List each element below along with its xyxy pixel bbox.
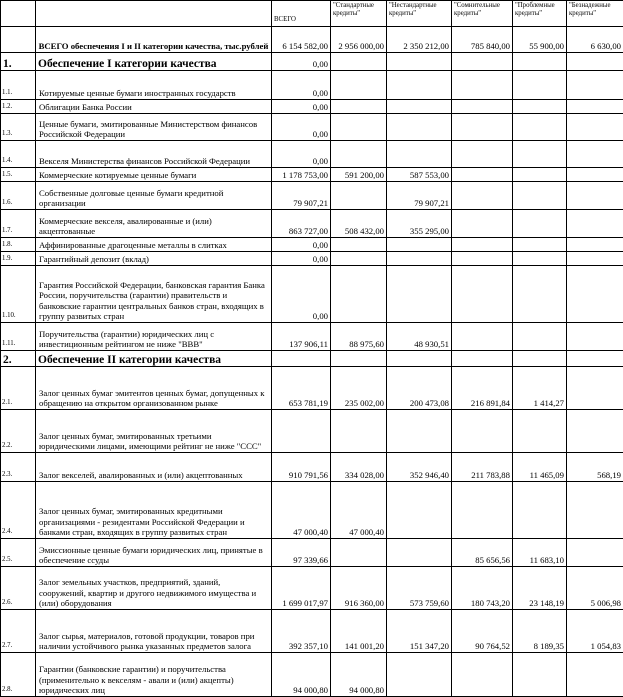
row-code: 1.11.	[1, 323, 36, 351]
row-code: 2.2.	[1, 410, 36, 453]
row-standard-value: 916 360,00	[331, 567, 387, 610]
row-code: 1.4.	[1, 141, 36, 168]
row-total-value: 47 000,40	[272, 482, 331, 539]
row-hopeless-value	[567, 539, 623, 567]
row-problem-value	[513, 482, 567, 539]
row-problem-value	[513, 53, 567, 71]
header-doubtful: "Сомнительные кредиты"	[452, 1, 513, 27]
row-problem-value: 8 189,35	[513, 610, 567, 653]
row-doubtful-value	[452, 482, 513, 539]
row-standard-value: 508 432,00	[331, 210, 387, 238]
row-total-value: 392 357,10	[272, 610, 331, 653]
table-row	[1, 252, 623, 266]
table-row	[1, 210, 623, 238]
row-label: Эмиссионные ценные бумаги юридических лиц, принятые в обеспечение ссуды	[36, 539, 272, 567]
table-row	[1, 610, 623, 653]
row-standard-value: 88 975,60	[331, 323, 387, 351]
row-nonstandard-value	[387, 114, 452, 141]
row-doubtful-value	[452, 114, 513, 141]
row-label: Гарантийный депозит (вклад)	[36, 252, 272, 266]
row-hopeless-value	[567, 252, 623, 266]
row-problem-value	[513, 114, 567, 141]
row-nonstandard-value: 355 295,00	[387, 210, 452, 238]
row-nonstandard-value: 79 907,21	[387, 182, 452, 210]
row-total-value: 653 781,19	[272, 367, 331, 410]
row-nonstandard-value	[387, 410, 452, 453]
table-row	[1, 100, 623, 114]
summary-problem: 55 900,00	[513, 27, 567, 53]
row-label: Ценные бумаги, эмитированные Министерством финансов Российской Федерации	[36, 114, 272, 141]
table-row	[1, 71, 623, 100]
row-nonstandard-value	[387, 100, 452, 114]
row-nonstandard-value: 573 759,60	[387, 567, 452, 610]
row-total-value	[272, 410, 331, 453]
row-problem-value: 1 414,27	[513, 367, 567, 410]
row-code: 1.9.	[1, 252, 36, 266]
table-row	[1, 539, 623, 567]
row-hopeless-value	[567, 238, 623, 252]
row-nonstandard-value	[387, 53, 452, 71]
row-code: 2.5.	[1, 539, 36, 567]
table-row	[1, 323, 623, 351]
row-doubtful-value	[452, 238, 513, 252]
row-standard-value	[331, 114, 387, 141]
row-nonstandard-value: 587 553,00	[387, 168, 452, 182]
row-total-value: 0,00	[272, 252, 331, 266]
row-code: 1.7.	[1, 210, 36, 238]
row-label: Векселя Министерства финансов Российской Федерации	[36, 141, 272, 168]
row-problem-value	[513, 182, 567, 210]
row-code: 1.6.	[1, 182, 36, 210]
row-code: 2.8.	[1, 653, 36, 697]
row-label: Обеспечение II категории качества	[36, 351, 272, 367]
row-label: Гарантии (банковские гарантии) и поручительства (применительно к векселям - авали и (или) акцепты) юридических лиц	[36, 653, 272, 697]
row-code: 1.10.	[1, 266, 36, 323]
row-standard-value: 94 000,80	[331, 653, 387, 697]
header-hopeless: "Безнадежные кредиты"	[567, 1, 623, 27]
row-hopeless-value	[567, 53, 623, 71]
row-standard-value	[331, 410, 387, 453]
header-total: ВСЕГО	[272, 1, 331, 27]
row-problem-value	[513, 252, 567, 266]
row-problem-value	[513, 210, 567, 238]
table-row	[1, 482, 623, 539]
row-code: 1.2.	[1, 100, 36, 114]
row-code: 2.7.	[1, 610, 36, 653]
row-doubtful-value: 85 656,56	[452, 539, 513, 567]
row-code: 1.5.	[1, 168, 36, 182]
row-hopeless-value: 5 006,98	[567, 567, 623, 610]
row-standard-value: 334 028,00	[331, 453, 387, 482]
table-row	[1, 653, 623, 697]
row-doubtful-value	[452, 100, 513, 114]
row-doubtful-value	[452, 182, 513, 210]
row-label: Залог земельных участков, предприятий, зданий, сооружений, квартир и другого недвижимого имущества и (или) оборудования	[36, 567, 272, 610]
summary-standard: 2 956 000,00	[331, 27, 387, 53]
row-total-value: 863 727,00	[272, 210, 331, 238]
row-nonstandard-value: 352 946,40	[387, 453, 452, 482]
table-row	[1, 367, 623, 410]
row-nonstandard-value: 151 347,20	[387, 610, 452, 653]
row-code: 1.1.	[1, 71, 36, 100]
table-row	[1, 567, 623, 610]
row-total-value: 0,00	[272, 71, 331, 100]
row-problem-value	[513, 653, 567, 697]
row-doubtful-value: 90 764,52	[452, 610, 513, 653]
row-label: Коммерческие векселя, авалированные и (или) акцептованные	[36, 210, 272, 238]
table-row	[1, 141, 623, 168]
row-hopeless-value	[567, 266, 623, 323]
row-nonstandard-value	[387, 482, 452, 539]
row-standard-value	[331, 100, 387, 114]
row-problem-value	[513, 100, 567, 114]
row-problem-value	[513, 71, 567, 100]
row-doubtful-value	[452, 323, 513, 351]
row-problem-value	[513, 238, 567, 252]
row-label: Залог ценных бумаг, эмитированных третьими юридическими лицами, имеющими рейтинг не ниже "ССС"	[36, 410, 272, 453]
header-standard: "Стандартные кредиты"	[331, 1, 387, 27]
summary-total: 6 154 582,00	[272, 27, 331, 53]
row-total-value: 0,00	[272, 238, 331, 252]
row-hopeless-value	[567, 482, 623, 539]
row-total-value: 910 791,56	[272, 453, 331, 482]
row-nonstandard-value	[387, 238, 452, 252]
row-nonstandard-value: 200 473,08	[387, 367, 452, 410]
header-nonstandard: "Нестандартные кредиты"	[387, 1, 452, 27]
row-problem-value: 23 148,19	[513, 567, 567, 610]
table-row	[1, 266, 623, 323]
row-doubtful-value: 211 783,88	[452, 453, 513, 482]
row-total-value: 79 907,21	[272, 182, 331, 210]
row-label: Обеспечение I категории качества	[36, 53, 272, 71]
row-code: 1.8.	[1, 238, 36, 252]
row-nonstandard-value	[387, 539, 452, 567]
table-row	[1, 238, 623, 252]
row-problem-value	[513, 351, 567, 367]
row-nonstandard-value	[387, 266, 452, 323]
row-doubtful-value: 180 743,20	[452, 567, 513, 610]
row-label: Аффинированные драгоценные металлы в слитках	[36, 238, 272, 252]
summary-hopeless: 6 630,00	[567, 27, 623, 53]
row-nonstandard-value	[387, 141, 452, 168]
row-code: 2.6.	[1, 567, 36, 610]
row-doubtful-value	[452, 410, 513, 453]
row-standard-value: 235 002,00	[331, 367, 387, 410]
row-label: Гарантия Российской Федерации, банковская гарантия Банка России, поручительства (гарантии) правительств и банковские гарантии центральных банков стран, входящих в группу развитых стран	[36, 266, 272, 323]
header-code-cell	[1, 1, 36, 27]
row-label: Коммерческие котируемые ценные бумаги	[36, 168, 272, 182]
row-doubtful-value	[452, 351, 513, 367]
row-hopeless-value	[567, 100, 623, 114]
table-row	[1, 168, 623, 182]
row-doubtful-value	[452, 252, 513, 266]
row-total-value	[272, 351, 331, 367]
section-row	[1, 53, 623, 71]
row-standard-value	[331, 351, 387, 367]
section-row	[1, 351, 623, 367]
row-doubtful-value	[452, 71, 513, 100]
row-hopeless-value	[567, 367, 623, 410]
row-hopeless-value	[567, 71, 623, 100]
row-hopeless-value	[567, 323, 623, 351]
row-doubtful-value	[452, 653, 513, 697]
summary-code-cell	[1, 27, 36, 53]
row-hopeless-value	[567, 653, 623, 697]
row-doubtful-value	[452, 168, 513, 182]
table-row	[1, 410, 623, 453]
row-total-value: 137 906,11	[272, 323, 331, 351]
row-standard-value	[331, 539, 387, 567]
row-label: Облигации Банка России	[36, 100, 272, 114]
row-total-value: 1 699 017,97	[272, 567, 331, 610]
row-hopeless-value	[567, 168, 623, 182]
row-doubtful-value: 216 891,84	[452, 367, 513, 410]
row-label: Залог сырья, материалов, готовой продукции, товаров при наличии устойчивого рынка указанных предметов залога	[36, 610, 272, 653]
row-total-value: 1 178 753,00	[272, 168, 331, 182]
row-problem-value	[513, 323, 567, 351]
row-hopeless-value	[567, 114, 623, 141]
header-problem: "Проблемные кредиты"	[513, 1, 567, 27]
row-total-value: 0,00	[272, 141, 331, 168]
row-label: Котируемые ценные бумаги иностранных государств	[36, 71, 272, 100]
row-label: Залог ценных бумаг, эмитированных кредитными организациями - резидентами Российской Федерации и банками стран, входящих в группу развитых стран	[36, 482, 272, 539]
row-hopeless-value	[567, 210, 623, 238]
row-total-value: 0,00	[272, 53, 331, 71]
row-code: 2.4.	[1, 482, 36, 539]
summary-row	[1, 27, 623, 53]
row-code: 1.	[1, 53, 36, 71]
summary-nonstandard: 2 350 212,00	[387, 27, 452, 53]
table-row	[1, 453, 623, 482]
row-standard-value	[331, 252, 387, 266]
row-problem-value	[513, 410, 567, 453]
row-label: Поручительства (гарантии) юридических лиц с инвестиционным рейтингом не ниже "ВВВ"	[36, 323, 272, 351]
row-code: 1.3.	[1, 114, 36, 141]
row-doubtful-value	[452, 141, 513, 168]
row-code: 2.	[1, 351, 36, 367]
row-hopeless-value: 1 054,83	[567, 610, 623, 653]
row-problem-value	[513, 168, 567, 182]
row-total-value: 0,00	[272, 100, 331, 114]
row-standard-value	[331, 238, 387, 252]
row-hopeless-value: 568,19	[567, 453, 623, 482]
row-hopeless-value	[567, 351, 623, 367]
row-doubtful-value	[452, 210, 513, 238]
table-row	[1, 182, 623, 210]
row-standard-value: 591 200,00	[331, 168, 387, 182]
row-nonstandard-value: 48 930,51	[387, 323, 452, 351]
row-total-value: 94 000,80	[272, 653, 331, 697]
summary-label: ВСЕГО обеспечения I и II категории качества, тыс.рублей	[36, 27, 272, 53]
row-label: Залог векселей, авалированных и (или) акцептованных	[36, 453, 272, 482]
row-code: 2.3.	[1, 453, 36, 482]
row-total-value: 0,00	[272, 114, 331, 141]
row-problem-value: 11 465,09	[513, 453, 567, 482]
row-problem-value	[513, 141, 567, 168]
header-row	[1, 1, 623, 27]
row-label: Залог ценных бумаг эмитентов ценных бумаг, допущенных к обращению на открытом организованном рынке	[36, 367, 272, 410]
row-doubtful-value	[452, 266, 513, 323]
row-standard-value	[331, 141, 387, 168]
table-row	[1, 114, 623, 141]
summary-doubtful: 785 840,00	[452, 27, 513, 53]
row-nonstandard-value	[387, 351, 452, 367]
header-label-cell	[36, 1, 272, 27]
row-code: 2.1.	[1, 367, 36, 410]
row-hopeless-value	[567, 182, 623, 210]
row-label: Собственные долговые ценные бумаги кредитной организации	[36, 182, 272, 210]
row-standard-value	[331, 71, 387, 100]
row-total-value: 0,00	[272, 266, 331, 323]
row-problem-value: 11 683,10	[513, 539, 567, 567]
row-standard-value: 141 001,20	[331, 610, 387, 653]
row-nonstandard-value	[387, 252, 452, 266]
row-hopeless-value	[567, 141, 623, 168]
row-doubtful-value	[452, 53, 513, 71]
row-standard-value	[331, 182, 387, 210]
row-nonstandard-value	[387, 71, 452, 100]
row-hopeless-value	[567, 410, 623, 453]
row-standard-value	[331, 53, 387, 71]
row-total-value: 97 339,66	[272, 539, 331, 567]
row-standard-value: 47 000,40	[331, 482, 387, 539]
row-standard-value	[331, 266, 387, 323]
row-problem-value	[513, 266, 567, 323]
row-nonstandard-value	[387, 653, 452, 697]
